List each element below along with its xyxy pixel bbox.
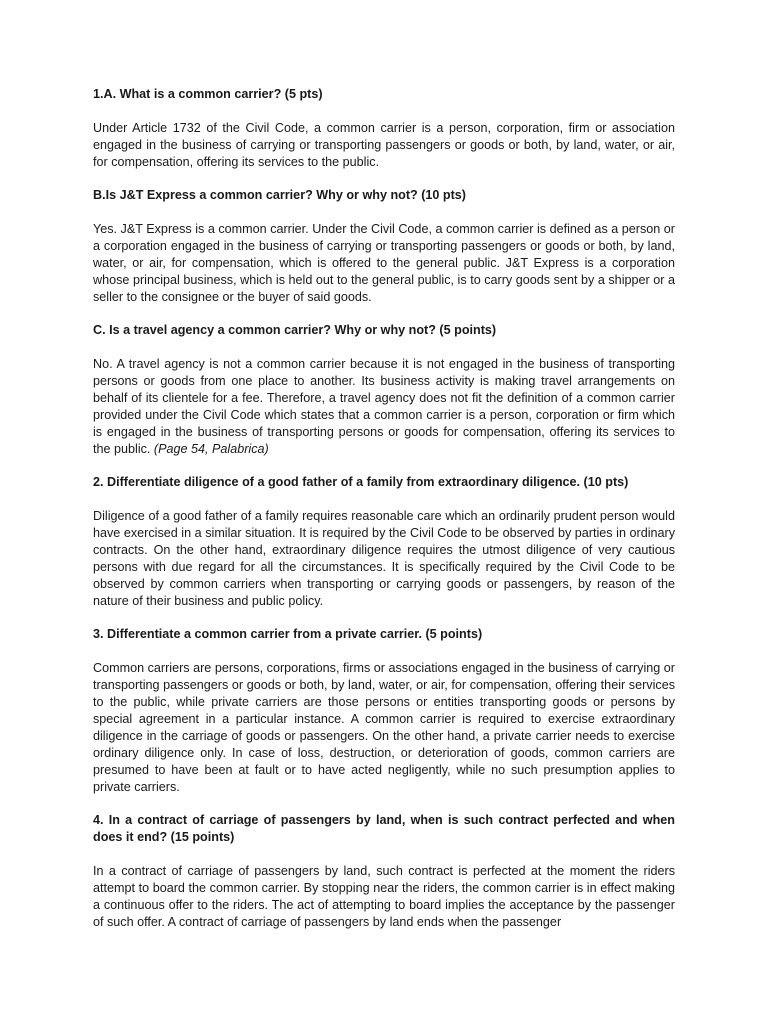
document-page <box>93 86 675 947</box>
answer-1b: Yes. J&T Express is a common carrier. Under the Civil Code, a common carrier is defined as a person or a corporation engaged in the business of carrying or transporting passengers or goods or both, by land, water, or air, for compensation, which is offered to the general public. J&T Express is a corporation whose principal business, which is held out to the general public, is to carry goods sent by a shipper or a seller to the consignee or the buyer of said goods. <box>93 222 675 304</box>
question-3: 3. Differentiate a common carrier from a private carrier. (5 points) <box>93 627 483 641</box>
question-4: 4. In a contract of carriage of passengers by land, when is such contract perfected and when does it end? (15 points) <box>93 813 675 844</box>
answer-4: In a contract of carriage of passengers by land, such contract is perfected at the moment the riders attempt to board the common carrier. By stopping near the riders, the common carrier is in effect making a continuous offer to the riders. The act of attempting to board implies the acceptance by the passenger of such offer. A contract of carriage of passengers by land ends when the passenger <box>93 864 675 929</box>
answer-2: Diligence of a good father of a family requires reasonable care which an ordinarily prudent person would have exercised in a similar situation. It is required by the Civil Code to be observed by parties in ordinary contracts. On the other hand, extraordinary diligence requires the utmost diligence of very cautious persons with due regard for all the circumstances. It is specifically required by the Civil Code to be observed by common carriers when transporting or carrying goods or passengers, by reason of the nature of their business and public policy. <box>93 509 675 608</box>
question-1c: C. Is a travel agency a common carrier? Why or why not? (5 points) <box>93 323 497 337</box>
answer-1a: Under Article 1732 of the Civil Code, a common carrier is a person, corporation, firm or association engaged in the business of carrying or transporting passengers or goods or both, by land, water, or air, for compensation, offering its services to the public. <box>93 121 675 169</box>
question-1b: B.Is J&T Express a common carrier? Why or why not? (10 pts) <box>93 188 467 202</box>
answer-3: Common carriers are persons, corporations, firms or associations engaged in the business of carrying or transporting passengers or goods or both, by land, water, or air, for compensation, offering their services to the public, while private carriers are those persons or entities transporting goods or persons by special agreement in a particular instance. A common carrier is required to exercise extraordinary diligence in the carriage of goods or passengers. On the other hand, a private carrier needs to exercise ordinary diligence only. In case of loss, destruction, or deterioration of goods, common carriers are presumed to have been at fault or to have acted negligently, while no such presumption applies to private carriers. <box>93 661 675 794</box>
question-2: 2. Differentiate diligence of a good father of a family from extraordinary diligence. (10 pts) <box>93 475 629 489</box>
answer-1c-citation: (Page 54, Palabrica) <box>153 442 269 456</box>
answer-1c <box>93 356 675 458</box>
answer-1c-text: No. A travel agency is not a common carrier because it is not engaged in the business of transporting persons or goods from one place to another. Its business activity is making travel arrangements on behalf of its clientele for a fee. Therefore, a travel agency does not fit the definition of a common carrier provided under the Civil Code which states that a common carrier is a person, corporation or firm which is engaged in the business of transporting persons or goods for compensation, offering its services to the public. <box>93 357 675 456</box>
question-1a: 1.A. What is a common carrier? (5 pts) <box>93 87 323 101</box>
